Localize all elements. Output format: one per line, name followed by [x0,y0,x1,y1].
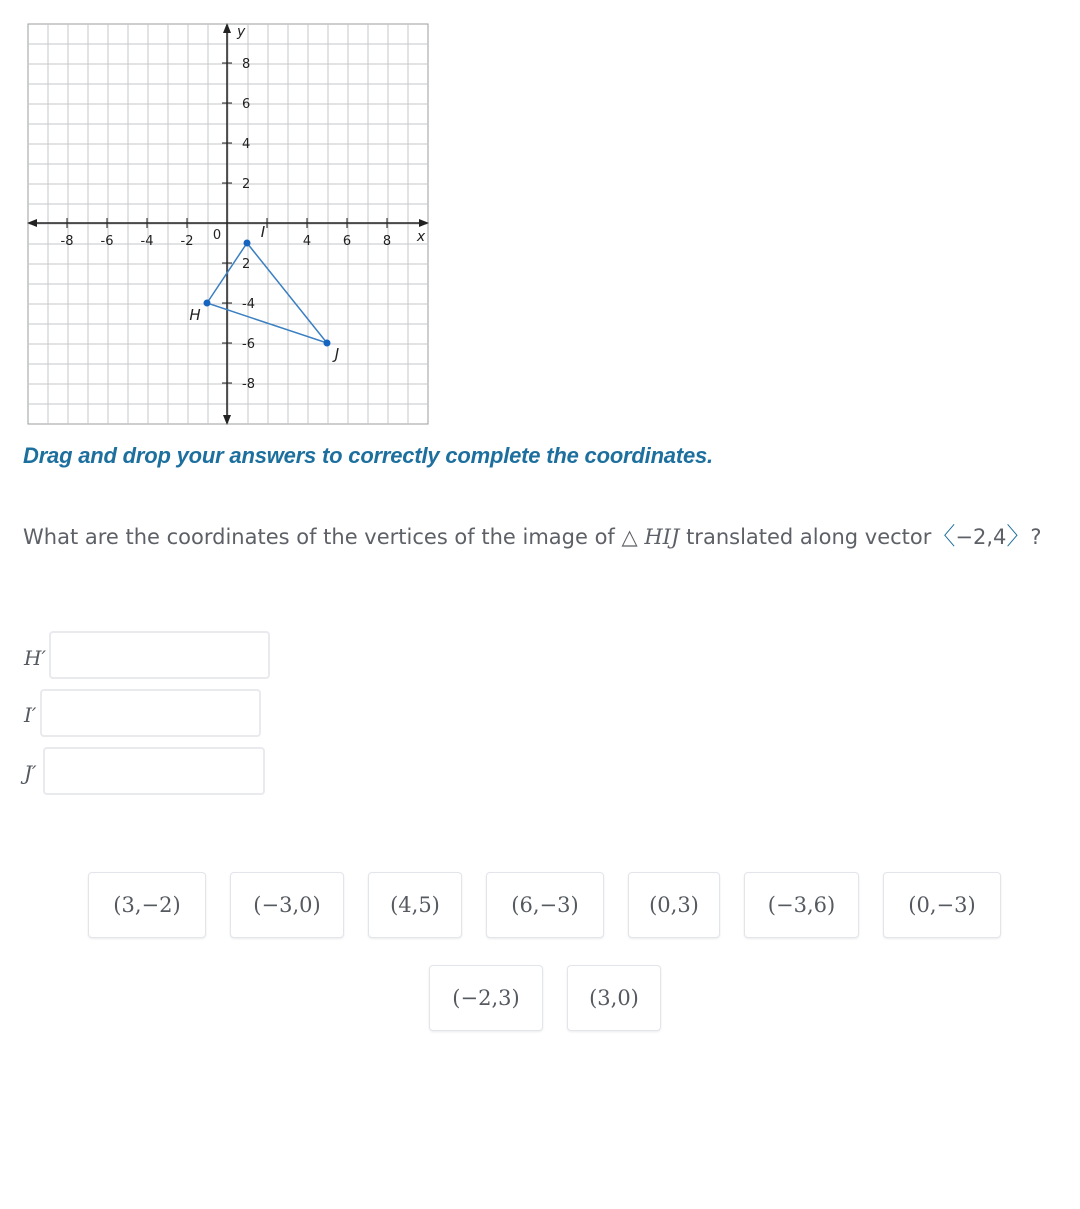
y-tick-label: -6 [242,337,255,352]
triangle-name: HIJ [644,525,680,549]
vector-close: 〉 [1006,522,1031,550]
choice-chip[interactable]: (3,0) [567,965,661,1031]
vector-open: 〈 [931,522,956,550]
drop-zone-h[interactable] [49,631,270,679]
vector-value: −2,4 [955,525,1007,549]
question-suffix: ? [1030,525,1042,549]
x-tick-label: -8 [60,234,74,249]
triangle-symbol: △ [621,525,638,549]
x-tick-label: -6 [100,234,114,249]
x-tick-label: -2 [180,234,194,249]
instructions: Drag and drop your answers to correctly complete the coordinates. [23,443,713,468]
choice-chip[interactable]: (−2,3) [429,965,543,1031]
y-tick-label: 8 [242,57,251,72]
grid-lines [28,24,428,424]
vertex-label-j: J [334,345,340,363]
x-tick-label: 4 [302,234,312,249]
y-tick-label: -8 [242,377,255,392]
choice-chip[interactable]: (−3,6) [744,872,859,938]
answer-label-i: I′ [24,703,37,727]
y-tick-label: 2 [242,257,251,272]
choice-chip[interactable]: (0,−3) [883,872,1001,938]
x-tick-label: 6 [342,234,352,249]
drop-zone-j[interactable] [43,747,265,795]
y-tick-label: 6 [242,97,251,112]
choice-chip[interactable]: (3,−2) [88,872,206,938]
x-tick-label: 8 [382,234,392,249]
vertex-label-h: H [189,306,201,324]
question-text [23,516,1042,551]
answer-label-h: H′ [24,646,46,670]
x-tick-label: -4 [140,234,154,249]
choice-chip[interactable]: (4,5) [368,872,462,938]
choice-chip[interactable]: (6,−3) [486,872,604,938]
vertex-label-i: I [260,223,266,241]
question-middle: translated along vector [686,525,932,549]
y-axis-label: y [237,24,246,40]
drop-zone-i[interactable] [40,689,261,737]
coordinate-graph [27,23,429,425]
x-axis-label: x [416,229,426,245]
y-tick-label: 2 [242,177,251,192]
choice-chip[interactable]: (0,3) [628,872,720,938]
vertex-j [324,340,331,347]
answer-label-j: J′ [24,761,37,785]
choice-chip[interactable]: (−3,0) [230,872,344,938]
question-prefix: What are the coordinates of the vertices of the image of [23,525,615,549]
vertex-h [204,300,211,307]
y-tick-label: 4 [242,137,251,152]
origin-label: 0 [212,228,222,243]
vertex-i [244,240,251,247]
y-tick-label: -4 [242,297,255,312]
